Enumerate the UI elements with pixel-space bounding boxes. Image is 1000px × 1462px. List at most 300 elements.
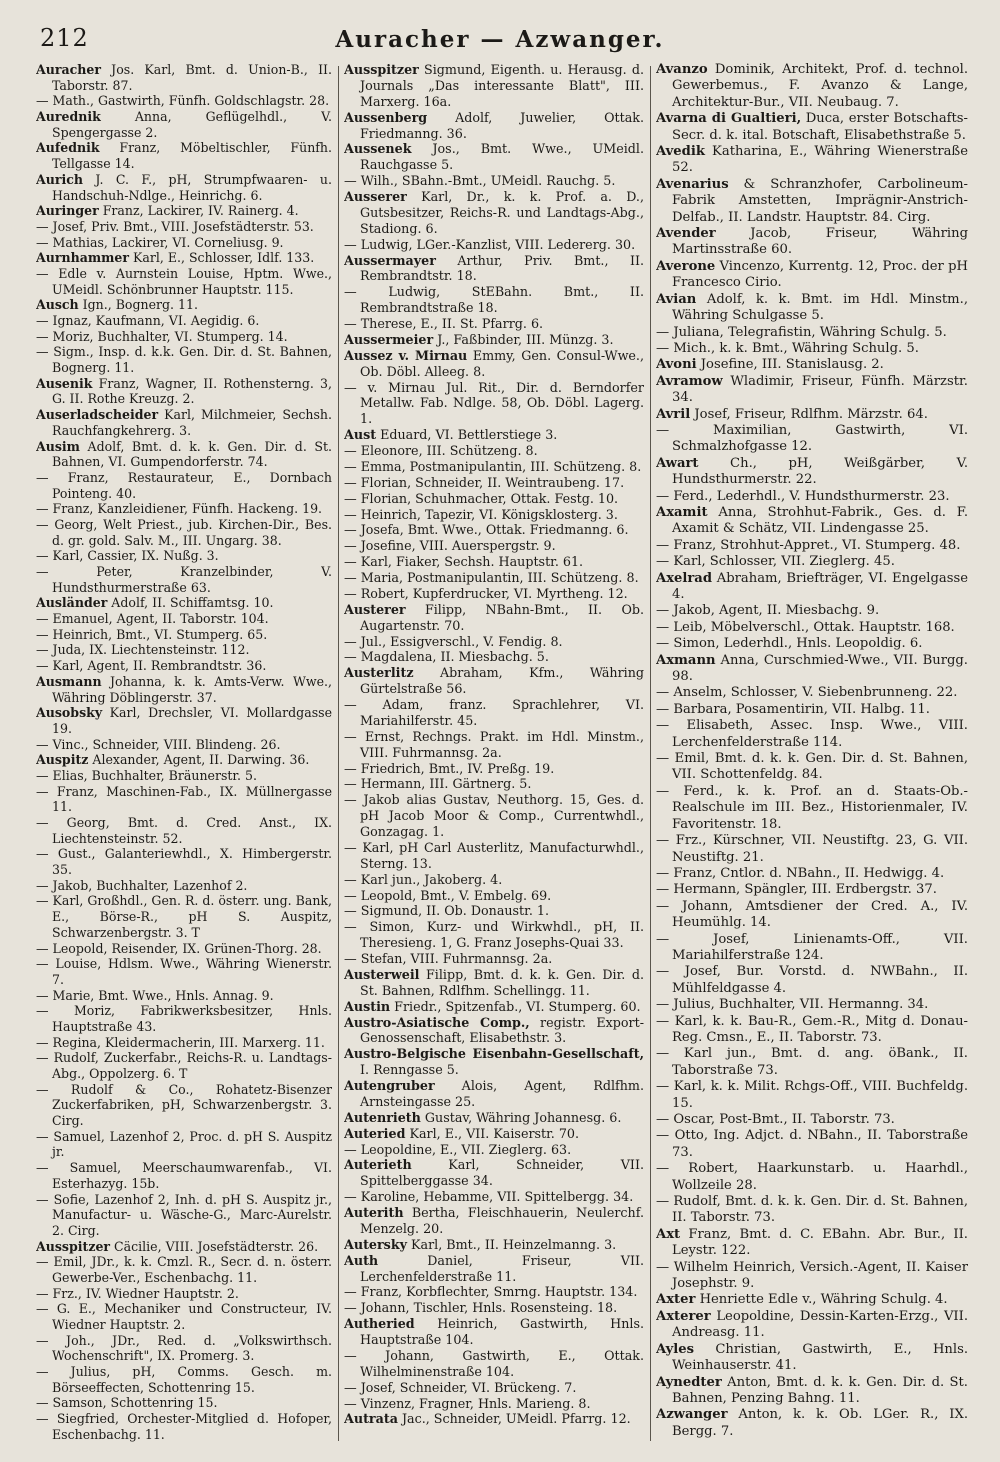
directory-entry [36, 1333, 332, 1364]
entry-details: Filipp, Bmt. d. k. k. Gen. Dir. d. St. Bahnen, Rdlfhm. Schellingg. 11. [360, 966, 644, 998]
entry-details: — Ignaz, Kaufmann, VI. Aegidig. 6. [36, 313, 260, 328]
directory-entry [36, 1286, 332, 1302]
entry-details: Filipp, NBahn-Bmt., II. Ob. Augartenstr. 70. [360, 601, 644, 633]
directory-entry [36, 407, 332, 438]
directory-entry [36, 140, 332, 171]
entry-details: — Julius, Buchhalter, VII. Hermanng. 34. [656, 997, 929, 1013]
entry-details: Franz, Bmt. d. C. EBahn. Abr. Bur., II. Leystr. 122. [672, 1226, 968, 1259]
entry-details: — Moriz, Buchhalter, VI. Stumperg. 14. [36, 328, 288, 344]
entry-details: I. Renngasse 5. [360, 1062, 459, 1078]
entry-surname: Autengruber [344, 1078, 435, 1093]
directory-entry [344, 1046, 644, 1078]
entry-surname: Avenarius [656, 176, 729, 192]
entry-details: — Robert, Haarkunstarb. u. Haarhdl., Wollzeile 28. [656, 1161, 968, 1193]
directory-entry [656, 718, 968, 751]
directory-entry [36, 737, 332, 753]
directory-entry [656, 899, 968, 932]
entry-details: — Juliana, Telegrafistin, Währing Schulg. 5. [656, 324, 947, 340]
entry-details: — Frz., Kürschner, VII. Neustiftg. 23, G. VII. Neustiftg. 21. [656, 833, 968, 865]
directory-entry [656, 603, 968, 619]
directory-entry [36, 250, 332, 266]
column-divider [650, 66, 651, 1441]
directory-entry [344, 475, 644, 491]
directory-entry [36, 517, 332, 548]
entry-details: — Karoline, Hebamme, VII. Spittelbergg. 34. [344, 1189, 634, 1205]
directory-entry [656, 702, 968, 718]
entry-details: — Ferd., Lederhdl., V. Hundsthurmerstr. 23. [656, 488, 950, 504]
directory-entry [36, 1254, 332, 1285]
directory-entry [344, 697, 644, 729]
entry-surname: Auserladscheider [36, 407, 159, 423]
entry-details: — Hermann, III. Gärtnerg. 5. [344, 776, 532, 792]
entry-details: — Maria, Postmanipulantin, III. Schützeng. 8. [344, 570, 639, 585]
entry-details: — Ernst, Rechngs. Prakt. im Hdl. Minstm., VIII. Fuhrmannsg. 2a. [344, 728, 644, 760]
directory-entry [344, 776, 644, 792]
entry-details: Jos., Bmt. Wwe., UMeidl. Rauchgasse 5. [360, 141, 644, 173]
entry-surname: Avramow [656, 373, 723, 389]
entry-details: — Franz, Maschinen-Fab., IX. Müllnergasse 11. [36, 783, 332, 815]
directory-entry [344, 1110, 644, 1126]
entry-details: Duca, erster Botschafts-Secr. d. k. ital. Botschaft, Elisabethstraße 5. [672, 111, 968, 143]
directory-entry [344, 1142, 644, 1158]
entry-details: — Vinzenz, Fragner, Hnls. Marieng. 8. [344, 1395, 591, 1411]
directory-entry [656, 374, 968, 407]
entry-surname: Aurednik [36, 109, 101, 125]
entry-surname: Axmann [656, 652, 716, 668]
directory-entry [344, 522, 644, 538]
entry-surname: Azwanger [656, 1407, 728, 1423]
directory-entry [656, 685, 968, 701]
entry-details: — Karl jun., Jakoberg. 4. [344, 871, 503, 887]
entry-surname: Aussermayer [344, 252, 436, 268]
entry-details: Adolf, k. k. Bmt. im Hdl. Minstm., Währing Schulgasse 5. [672, 291, 968, 324]
entry-details: — Edle v. Aurnstein Louise, Hptm. Wwe., UMeidl. Schönbrunner Hauptstr. 115. [36, 265, 332, 297]
directory-entry [656, 1128, 968, 1161]
entry-details: Gustav, Währing Johannesg. 6. [420, 1109, 622, 1125]
entry-details: J., Faßbinder, III. Münzg. 3. [433, 331, 614, 347]
entry-details: Karl, Schneider, VII. Spittelberggasse 34. [360, 1157, 644, 1189]
entry-surname: Ausch [36, 297, 79, 313]
entry-details: — Sigm., Insp. d. k.k. Gen. Dir. d. St. Bahnen, Bognerg. 11. [36, 344, 332, 376]
directory-entry [656, 1292, 968, 1308]
directory-entry [656, 653, 968, 686]
directory-entry [36, 595, 332, 611]
entry-details: — G. E., Mechaniker und Constructeur, IV. Wiedner Hauptstr. 2. [36, 1301, 332, 1332]
directory-entry [36, 329, 332, 345]
entry-surname: Ausenik [36, 375, 93, 391]
directory-entry [36, 109, 332, 140]
entry-surname: Austerlitz [344, 665, 414, 681]
entry-details: — Josef, Linienamts-Off., VII. Mariahilferstraße 124. [656, 931, 968, 963]
entry-surname: Axamit [656, 504, 708, 520]
entry-details: — Josefa, Bmt. Wwe., Ottak. Friedmanng. 6. [344, 522, 629, 538]
entry-surname: Aussenberg [344, 109, 428, 125]
entry-details: — Georg, Welt Priest., jub. Kirchen-Dir., Bes. d. gr. gold. Salv. M., III. Ungarg. 38. [36, 516, 332, 548]
entry-details: Ign., Bognerg. 11. [78, 297, 198, 313]
entry-details: Heinrich, Gastwirth, Hnls. Hauptstraße 104. [360, 1316, 644, 1347]
directory-entry [656, 1309, 968, 1342]
directory-entry [36, 956, 332, 987]
entry-details: Eduard, VI. Bettlerstiege 3. [376, 427, 558, 443]
entry-surname: Avarna di Gualtieri, [656, 111, 802, 127]
entry-details: — Leib, Möbelverschl., Ottak. Hauptstr. 168. [656, 619, 955, 635]
entry-details: Abraham, Kfm., Währing Gürtelstraße 56. [360, 665, 644, 697]
directory-entry [36, 642, 332, 658]
directory-entry [344, 570, 644, 586]
entry-details: — Barbara, Posamentirin, VII. Halbg. 11. [656, 701, 930, 717]
directory-entry [344, 649, 644, 665]
entry-details: Karl, Dr., k. k. Prof. a. D., Gutsbesitzer, Reichs-R. und Landtags-Abg., Stadiong. 6. [360, 189, 644, 236]
entry-surname: Averone [656, 258, 716, 274]
entry-details: — Franz, Cntlor. d. NBahn., II. Hedwigg. 4. [656, 865, 945, 881]
directory-entry [36, 203, 332, 219]
entry-details: Leopoldine, Dessin-Karten-Erzg., VII. Andreasg. 11. [672, 1308, 968, 1341]
directory-entry [344, 380, 644, 428]
entry-details: — Elisabeth, Assec. Insp. Wwe., VIII. Lerchenfelderstraße 114. [656, 718, 968, 750]
entry-surname: Autersky [344, 1236, 407, 1252]
entry-surname: Auth [344, 1252, 379, 1268]
entry-details: — Adam, franz. Sprachlehrer, VI. Mariahilferstr. 45. [344, 697, 644, 728]
entry-details: — Karl, Cassier, IX. Nußg. 3. [36, 548, 219, 564]
entry-details: — Karl jun., Bmt. d. ang. öBank., II. Taborstraße 73. [656, 1046, 968, 1078]
directory-entry [344, 173, 644, 189]
directory-entry [344, 888, 644, 904]
entry-details: — Friedrich, Bmt., IV. Preßg. 19. [344, 760, 555, 776]
entry-details: — Samuel, Lazenhof 2, Proc. d. pH S. Auspitz jr. [36, 1128, 332, 1160]
entry-details: — Johann, Amtsdiener der Cred. A., IV. Heumühlg. 14. [656, 898, 968, 931]
entry-details: — Ferd., k. k. Prof. an d. Staats-Ob.-Realschule im III. Bez., Historienmaler, IV. Favoritenstr. 18. [656, 783, 968, 832]
entry-details: Wladimir, Friseur, Fünfh. Märzstr. 34. [672, 373, 968, 406]
directory-entry [344, 919, 644, 951]
entry-details: — Karl, Großhdl., Gen. R. d. österr. ung. Bank, E., Börse-R., pH S. Auspitz, Schwarzenbergstr. 3. T [36, 893, 332, 940]
directory-entry [36, 1129, 332, 1160]
directory-entry [36, 376, 332, 407]
entry-details: — Therese, E., II. St. Pfarrg. 6. [344, 316, 544, 331]
entry-details: — Julius, pH, Comms. Gesch. m. Börseeffecten, Schottenring 15. [36, 1364, 332, 1395]
directory-entry [36, 501, 332, 517]
entry-details: Christian, Gastwirth, E., Hnls. Weinhauserstr. 41. [672, 1341, 968, 1374]
entry-details: Arthur, Priv. Bmt., II. Rembrandtstr. 18. [360, 252, 644, 284]
entry-details: Karl, Milchmeier, Sechsh. Rauchfangkehrerg. 3. [52, 407, 332, 438]
entry-surname: Austin [344, 998, 391, 1014]
directory-entry [344, 554, 644, 570]
directory-entry [36, 784, 332, 815]
entry-surname: Aussenek [344, 141, 412, 157]
directory-entry [656, 1375, 968, 1408]
directory-entry [344, 903, 644, 919]
entry-surname: Axter [656, 1292, 696, 1308]
entry-surname: Auterieth [344, 1157, 412, 1173]
entry-surname: Axt [656, 1226, 681, 1242]
entry-surname: Auspitz [36, 752, 89, 768]
directory-entry [344, 348, 644, 380]
directory-entry [36, 62, 332, 93]
directory-entry [656, 554, 968, 570]
directory-entry [656, 997, 968, 1013]
entry-details: — Louise, Hdlsm. Wwe., Währing Wienerstr. 7. [36, 956, 332, 987]
entry-details: — Maximilian, Gastwirth, VI. Schmalzhofgasse 12. [656, 422, 968, 455]
entry-details: — Ludwig, LGer.-Kanzlist, VIII. Ledererg. 30. [344, 236, 636, 252]
entry-details: — Wilhelm Heinrich, Versich.-Agent, II. Kaiser Josephstr. 9. [656, 1259, 968, 1292]
directory-entry [656, 964, 968, 997]
directory-entry [344, 1284, 644, 1300]
entry-details: — Elias, Buchhalter, Bräunerstr. 5. [36, 767, 257, 783]
directory-entry [656, 357, 968, 373]
entry-details: — Peter, Kranzelbinder, V. Hundsthurmerstraße 63. [36, 564, 332, 595]
directory-entry [344, 761, 644, 777]
directory-entry [344, 1253, 644, 1285]
entry-details: Bertha, Fleischhauerin, Neulerchf. Menzelg. 20. [360, 1205, 644, 1236]
entry-details: Josefine, III. Stanislausg. 2. [696, 357, 884, 373]
entry-surname: Ayles [656, 1341, 695, 1357]
directory-column-1 [36, 62, 332, 1447]
directory-entry [344, 1205, 644, 1237]
directory-entry [36, 878, 332, 894]
directory-entry [656, 341, 968, 357]
directory-entry [344, 1348, 644, 1380]
entry-details: — Karl, Agent, II. Rembrandtstr. 36. [36, 658, 267, 674]
directory-entry [36, 266, 332, 297]
entry-details: — Josef, Priv. Bmt., VIII. Josefstädterstr. 53. [36, 218, 314, 234]
entry-details: — Florian, Schneider, II. Weintraubeng. 17. [344, 474, 625, 490]
entry-surname: Awart [656, 455, 699, 471]
directory-entry [656, 751, 968, 784]
directory-entry [656, 1407, 968, 1440]
directory-entry [36, 93, 332, 109]
entry-details: Karl, E., VII. Kaiserstr. 70. [405, 1125, 580, 1141]
directory-entry [36, 1192, 332, 1239]
entry-details: — Florian, Schuhmacher, Ottak. Festg. 10. [344, 490, 619, 506]
entry-details: & Schranzhofer, Carbolineum-Fabrik Amstetten, Imprägnir-Anstrich-Delfab., II. Landstr. Hauptstr. 84. Cirg. [672, 176, 968, 225]
directory-entry [344, 1078, 644, 1110]
directory-entry [36, 611, 332, 627]
entry-surname: Austerweil [344, 966, 420, 982]
entry-details: — Frz., IV. Wiedner Hauptstr. 2. [36, 1285, 239, 1301]
entry-surname: Avoni [656, 357, 697, 373]
entry-details: — Rudolf & Co., Rohatetz-Bisenzer Zuckerfabriken, pH, Schwarzenbergstr. 3. Cirg. [36, 1081, 332, 1129]
directory-entry [36, 815, 332, 846]
entry-details: — Simon, Lederhdl., Hnls. Leopoldig. 6. [656, 636, 923, 652]
directory-entry [344, 1380, 644, 1396]
entry-details: — Anselm, Schlosser, V. Siebenbrunneng. 22. [656, 685, 958, 701]
entry-surname: Austro-Belgische Eisenbahn-Gesellschaft, [344, 1046, 644, 1062]
directory-entry [656, 538, 968, 554]
entry-details: — Hermann, Spängler, III. Erdbergstr. 37. [656, 882, 937, 898]
directory-entry [656, 1014, 968, 1047]
directory-entry [656, 1227, 968, 1260]
directory-entry [656, 571, 968, 604]
directory-entry [344, 1316, 644, 1348]
entry-details: Karl, Bmt., II. Heinzelmanng. 3. [407, 1236, 617, 1252]
entry-details: — Otto, Ing. Adjct. d. NBahn., II. Taborstraße 73. [656, 1128, 968, 1160]
entry-details: — Samuel, Meerschaumwarenfab., VI. Esterhazyg. 15b. [36, 1160, 332, 1191]
entry-details: Karl, Drechsler, VI. Mollardgasse 19. [52, 705, 332, 736]
entry-surname: Aussez v. Mirnau [344, 347, 468, 363]
entry-details: — Jul., Essigverschl., V. Fendig. 8. [344, 633, 563, 649]
entry-details: Henriette Edle v., Währing Schulg. 4. [695, 1292, 948, 1308]
directory-entry [36, 705, 332, 736]
entry-details: — Franz, Korbflechter, Smrng. Hauptstr. 134. [344, 1284, 638, 1300]
entry-details: — Oscar, Post-Bmt., II. Taborstr. 73. [656, 1112, 895, 1127]
entry-details: Dominik, Architekt, Prof. d. technol. Gewerbemus., F. Avanzo & Lange, Architektur-Bur., VII. Neubaug. 7. [672, 62, 968, 110]
entry-surname: Auterith [344, 1205, 404, 1220]
directory-entry [36, 658, 332, 674]
entry-details: Franz, Möbeltischler, Fünfh. Tellgasse 14. [52, 140, 332, 172]
entry-surname: Axterer [656, 1308, 711, 1324]
entry-details: — Leopold, Bmt., V. Embelg. 69. [344, 887, 552, 903]
directory-entry [344, 1015, 644, 1047]
entry-details: — Franz, Strohhut-Appret., VI. Stumperg. 48. [656, 537, 961, 553]
directory-entry [344, 538, 644, 554]
entry-details: — Karl, k. k. Milit. Rchgs-Off., VIII. Buchfeldg. 15. [656, 1079, 968, 1111]
entry-surname: Avender [656, 226, 716, 242]
directory-entry [344, 316, 644, 332]
directory-entry [656, 111, 968, 144]
directory-entry [344, 141, 644, 173]
directory-entry [344, 1411, 644, 1427]
entry-surname: Aynedter [656, 1374, 722, 1390]
entry-details: Jacob, Friseur, Währing Martinsstraße 60. [672, 226, 968, 258]
entry-surname: Ausobsky [36, 705, 103, 721]
entry-details: Alexander, Agent, II. Darwing. 36. [88, 752, 310, 768]
directory-entry [36, 439, 332, 470]
directory-entry [656, 1194, 968, 1227]
entry-details: — Juda, IX. Liechtensteinstr. 112. [36, 642, 250, 658]
directory-entry [36, 1239, 332, 1255]
entry-details: — Sigmund, II. Ob. Donaustr. 1. [344, 903, 549, 919]
entry-details: — Moriz, Fabrikwerksbesitzer, Hnls. Hauptstraße 43. [36, 1003, 332, 1034]
directory-entry [344, 1157, 644, 1189]
entry-details: — Marie, Bmt. Wwe., Hnls. Annag. 9. [36, 987, 274, 1003]
entry-details: Emmy, Gen. Consul-Wwe., Ob. Döbl. Alleeg. 8. [360, 347, 644, 379]
entry-details: — Emil, JDr., k. k. Cmzl. R., Secr. d. n. österr. Gewerbe-Ver., Eschenbachg. 11. [36, 1254, 332, 1285]
directory-entry [36, 548, 332, 564]
entry-details: Abraham, Briefträger, VI. Engelgasse 4. [672, 570, 968, 602]
directory-entry [656, 1260, 968, 1293]
directory-entry [36, 1003, 332, 1034]
directory-entry [36, 674, 332, 705]
entry-details: — Heinrich, Tapezir, VI. Königsklosterg. 3. [344, 506, 618, 522]
directory-entry [36, 1364, 332, 1395]
entry-details: — Emma, Postmanipulantin, III. Schützeng. 8. [344, 458, 642, 474]
entry-surname: Ausspitzer [36, 1238, 111, 1254]
entry-details: — Vinc., Schneider, VIII. Blindeng. 26. [36, 736, 281, 752]
directory-entry [344, 1300, 644, 1316]
entry-details: Franz, Lackirer, IV. Rainerg. 4. [98, 203, 299, 219]
entry-surname: Autenrieth [344, 1109, 421, 1125]
directory-entry [36, 344, 332, 375]
directory-entry [656, 489, 968, 505]
entry-details: — Sofie, Lazenhof 2, Inh. d. pH S. Auspitz jr., Manufactur- u. Wäsche-G., Marc-Aurelstr. 2. Cirg. [36, 1191, 332, 1238]
entry-details: Franz, Wagner, II. Rothensterng. 3, G. II. Rothe Kreuzg. 2. [52, 375, 332, 407]
entry-details: Anna, Strohhut-Fabrik., Ges. d. F. Axamit & Schätz, VII. Lindengasse 25. [672, 504, 968, 537]
entry-details: — Jakob, Buchhalter, Lazenhof 2. [36, 877, 248, 893]
directory-entry [36, 1050, 332, 1081]
entry-details: — Simon, Kurz- und Wirkwhdl., pH, II. Theresieng. 1, G. Franz Josephs-Quai 33. [344, 919, 644, 951]
directory-entry [656, 833, 968, 866]
entry-details: Anna, Curschmied-Wwe., VII. Burgg. 98. [672, 652, 968, 685]
directory-entry [656, 423, 968, 456]
directory-entry [344, 967, 644, 999]
entry-surname: Autheried [344, 1316, 415, 1332]
entry-surname: Auracher [36, 62, 101, 77]
directory-entry [344, 872, 644, 888]
directory-entry [656, 456, 968, 489]
entry-details: Ch., pH, Weißgärber, V. Hundsthurmerstr. 22. [672, 455, 968, 488]
directory-entry [36, 627, 332, 643]
entry-details: — Karl, pH Carl Austerlitz, Manufacturwhdl., Sterng. 13. [344, 839, 644, 871]
directory-entry [36, 470, 332, 501]
directory-entry [344, 237, 644, 253]
entry-surname: Auringer [36, 203, 99, 219]
directory-entry [656, 226, 968, 259]
directory-entry [656, 1079, 968, 1112]
directory-entry [656, 1342, 968, 1375]
directory-entry [344, 729, 644, 761]
directory-entry [656, 620, 968, 636]
directory-entry [36, 297, 332, 313]
directory-entry [344, 427, 644, 443]
entry-details: — Josefine, VIII. Auerspergstr. 9. [344, 538, 556, 554]
directory-entry [656, 177, 968, 226]
entry-surname: Austro-Asiatische Comp., [344, 1014, 530, 1030]
directory-entry [344, 459, 644, 475]
directory-entry [36, 846, 332, 877]
entry-details: — Jakob, Agent, II. Miesbachg. 9. [656, 603, 880, 619]
entry-surname: Aust [344, 427, 377, 443]
directory-entry [656, 292, 968, 325]
directory-entry [36, 893, 332, 940]
directory-entry [36, 941, 332, 957]
entry-details: — Regina, Kleidermacherin, III. Marxerg. 11. [36, 1034, 325, 1050]
entry-surname: Autrata [344, 1411, 398, 1427]
entry-surname: Aussermeier [344, 331, 434, 347]
entry-details: — Emil, Bmt. d. k. k. Gen. Dir. d. St. Bahnen, VII. Schottenfeldg. 84. [656, 751, 968, 783]
entry-surname: Aufednik [36, 140, 100, 156]
entry-surname: Avedik [656, 144, 705, 160]
entry-details: Alois, Agent, Rdlfhm. Arnsteingasse 25. [360, 1078, 644, 1109]
entry-details: — Karl, Fiaker, Sechsh. Hauptstr. 61. [344, 554, 584, 570]
directory-entry [656, 407, 968, 423]
entry-details: — Georg, Bmt. d. Cred. Anst., IX. Liechtensteinstr. 52. [36, 815, 332, 846]
directory-entry [344, 491, 644, 507]
directory-entry [656, 1046, 968, 1079]
directory-entry [36, 564, 332, 595]
entry-details: — v. Mirnau Jul. Rit., Dir. d. Berndorfer Metallw. Fab. Ndlge. 58, Ob. Döbl. Lagerg. 1. [344, 379, 644, 427]
entry-details: Adolf, Bmt. d. k. k. Gen. Dir. d. St. Bahnen, VI. Gumpendorferstr. 74. [52, 438, 332, 470]
entry-surname: Ausspitzer [344, 62, 419, 77]
entry-details: Johanna, k. k. Amts-Verw. Wwe., Währing Döblingerstr. 37. [52, 673, 332, 705]
entry-details: — Wilh., SBahn.-Bmt., UMeidl. Rauchg. 5. [344, 173, 616, 189]
directory-entry [344, 332, 644, 348]
directory-entry [36, 988, 332, 1004]
entry-details: — Jakob alias Gustav, Neuthorg. 15, Ges. d. pH Jacob Moor & Comp., Currentwhdl., Gonzagag. 1. [344, 792, 644, 839]
entry-details: — Mathias, Lackirer, VI. Corneliusg. 9. [36, 234, 284, 250]
directory-entry [344, 189, 644, 237]
entry-details: Adolf, Juwelier, Ottak. Friedmanng. 36. [360, 109, 644, 141]
directory-entry [344, 602, 644, 634]
entry-details: — Karl, k. k. Bau-R., Gem.-R., Mitg d. Donau-Reg. Cmsn., E., II. Taborstr. 73. [656, 1013, 968, 1045]
entry-details: — Rudolf, Zuckerfabr., Reichs-R. u. Landtags-Abg., Oppolzerg. 6. T [36, 1050, 332, 1081]
directory-entry [344, 1126, 644, 1142]
entry-details: Josef, Friseur, Rdlfhm. Märzstr. 64. [690, 406, 928, 422]
entry-details: — Robert, Kupferdrucker, VI. Myrtheng. 12. [344, 585, 628, 601]
directory-entry [656, 882, 968, 898]
directory-entry [344, 507, 644, 523]
page-number: 212 [40, 24, 89, 52]
entry-details: Anton, k. k. Ob. LGer. R., IX. Bergg. 7. [672, 1407, 968, 1439]
directory-entry [36, 768, 332, 784]
